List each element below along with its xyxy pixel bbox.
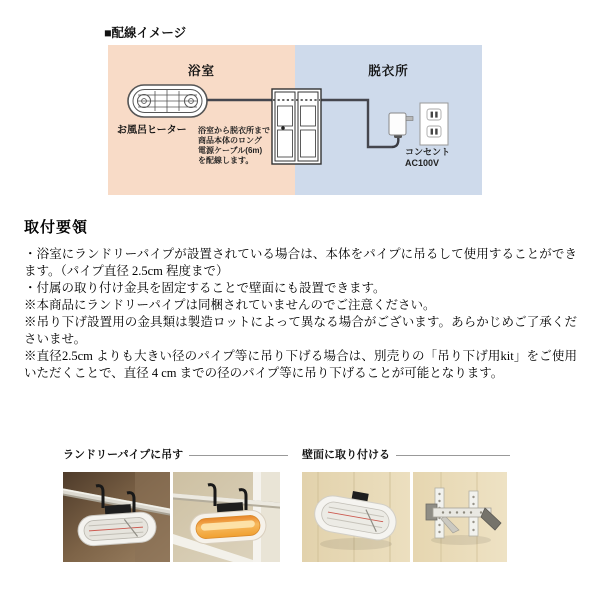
wall-mount-caption: 壁面に取り付ける bbox=[302, 449, 390, 461]
instruction-item: ・付属の取り付け金具を固定することで壁面にも設置できます。 bbox=[24, 281, 386, 295]
wiring-section-title: ■配線イメージ bbox=[104, 26, 187, 40]
outlet-label bbox=[405, 147, 450, 169]
cable-note bbox=[198, 126, 270, 166]
dressing-room-label: 脱衣所 bbox=[368, 64, 409, 78]
gallery-wall-mount bbox=[302, 447, 510, 562]
cable-note-line1: 浴室から脱衣所まで bbox=[198, 126, 270, 135]
wiring-diagram bbox=[108, 45, 482, 195]
gallery-laundry-pipe bbox=[63, 447, 288, 562]
instructions-heading: 取付要領 bbox=[24, 220, 89, 236]
cable-note-line2: 商品本体のロング bbox=[198, 136, 262, 145]
bathroom-label: 浴室 bbox=[187, 64, 215, 78]
caption-rule bbox=[396, 455, 510, 456]
instruction-item: ※本商品にランドリーパイプは同梱されていませんのでご注意ください。 bbox=[24, 298, 436, 312]
photo-heater-wall-mounted bbox=[302, 472, 410, 562]
laundry-pipe-caption: ランドリーパイプに吊す bbox=[63, 449, 184, 461]
instructions-body bbox=[24, 246, 577, 382]
photo-heater-hanging-off bbox=[63, 472, 170, 562]
door-icon bbox=[272, 89, 321, 164]
photo-wall-bracket bbox=[413, 472, 507, 562]
outlet-label-line1: コンセント bbox=[405, 147, 451, 157]
cable-note-line3: 電源ケーブル(6m) bbox=[198, 146, 263, 155]
caption-rule bbox=[189, 455, 288, 456]
bath-heater-icon bbox=[128, 85, 207, 117]
cable-note-line4: を配線します。 bbox=[198, 156, 254, 165]
bath-heater-label: お風呂ヒーター bbox=[117, 125, 187, 136]
instruction-item: ・浴室にランドリーパイプが設置されている場合は、本体をパイプに吊るして使用することができます。（パイプ直径 2.5cm 程度まで） bbox=[24, 247, 577, 278]
outlet-label-line2: AC100V bbox=[405, 158, 440, 168]
instruction-item: ※吊り下げ設置用の金具類は製造ロットによって異なる場合がございます。あらかじめご了承くださいませ。 bbox=[24, 315, 577, 346]
outlet-icon bbox=[420, 103, 448, 145]
plug-icon bbox=[389, 113, 413, 147]
instruction-item: ※直径2.5cm よりも大きい径のパイプ等に吊り下げる場合は、別売りの「吊り下げ用kit」をご使用いただくことで、直径 4 cm までの径のパイプ等に吊り下げることが可能となります。 bbox=[24, 349, 577, 380]
photo-heater-hanging-glowing bbox=[173, 472, 280, 562]
